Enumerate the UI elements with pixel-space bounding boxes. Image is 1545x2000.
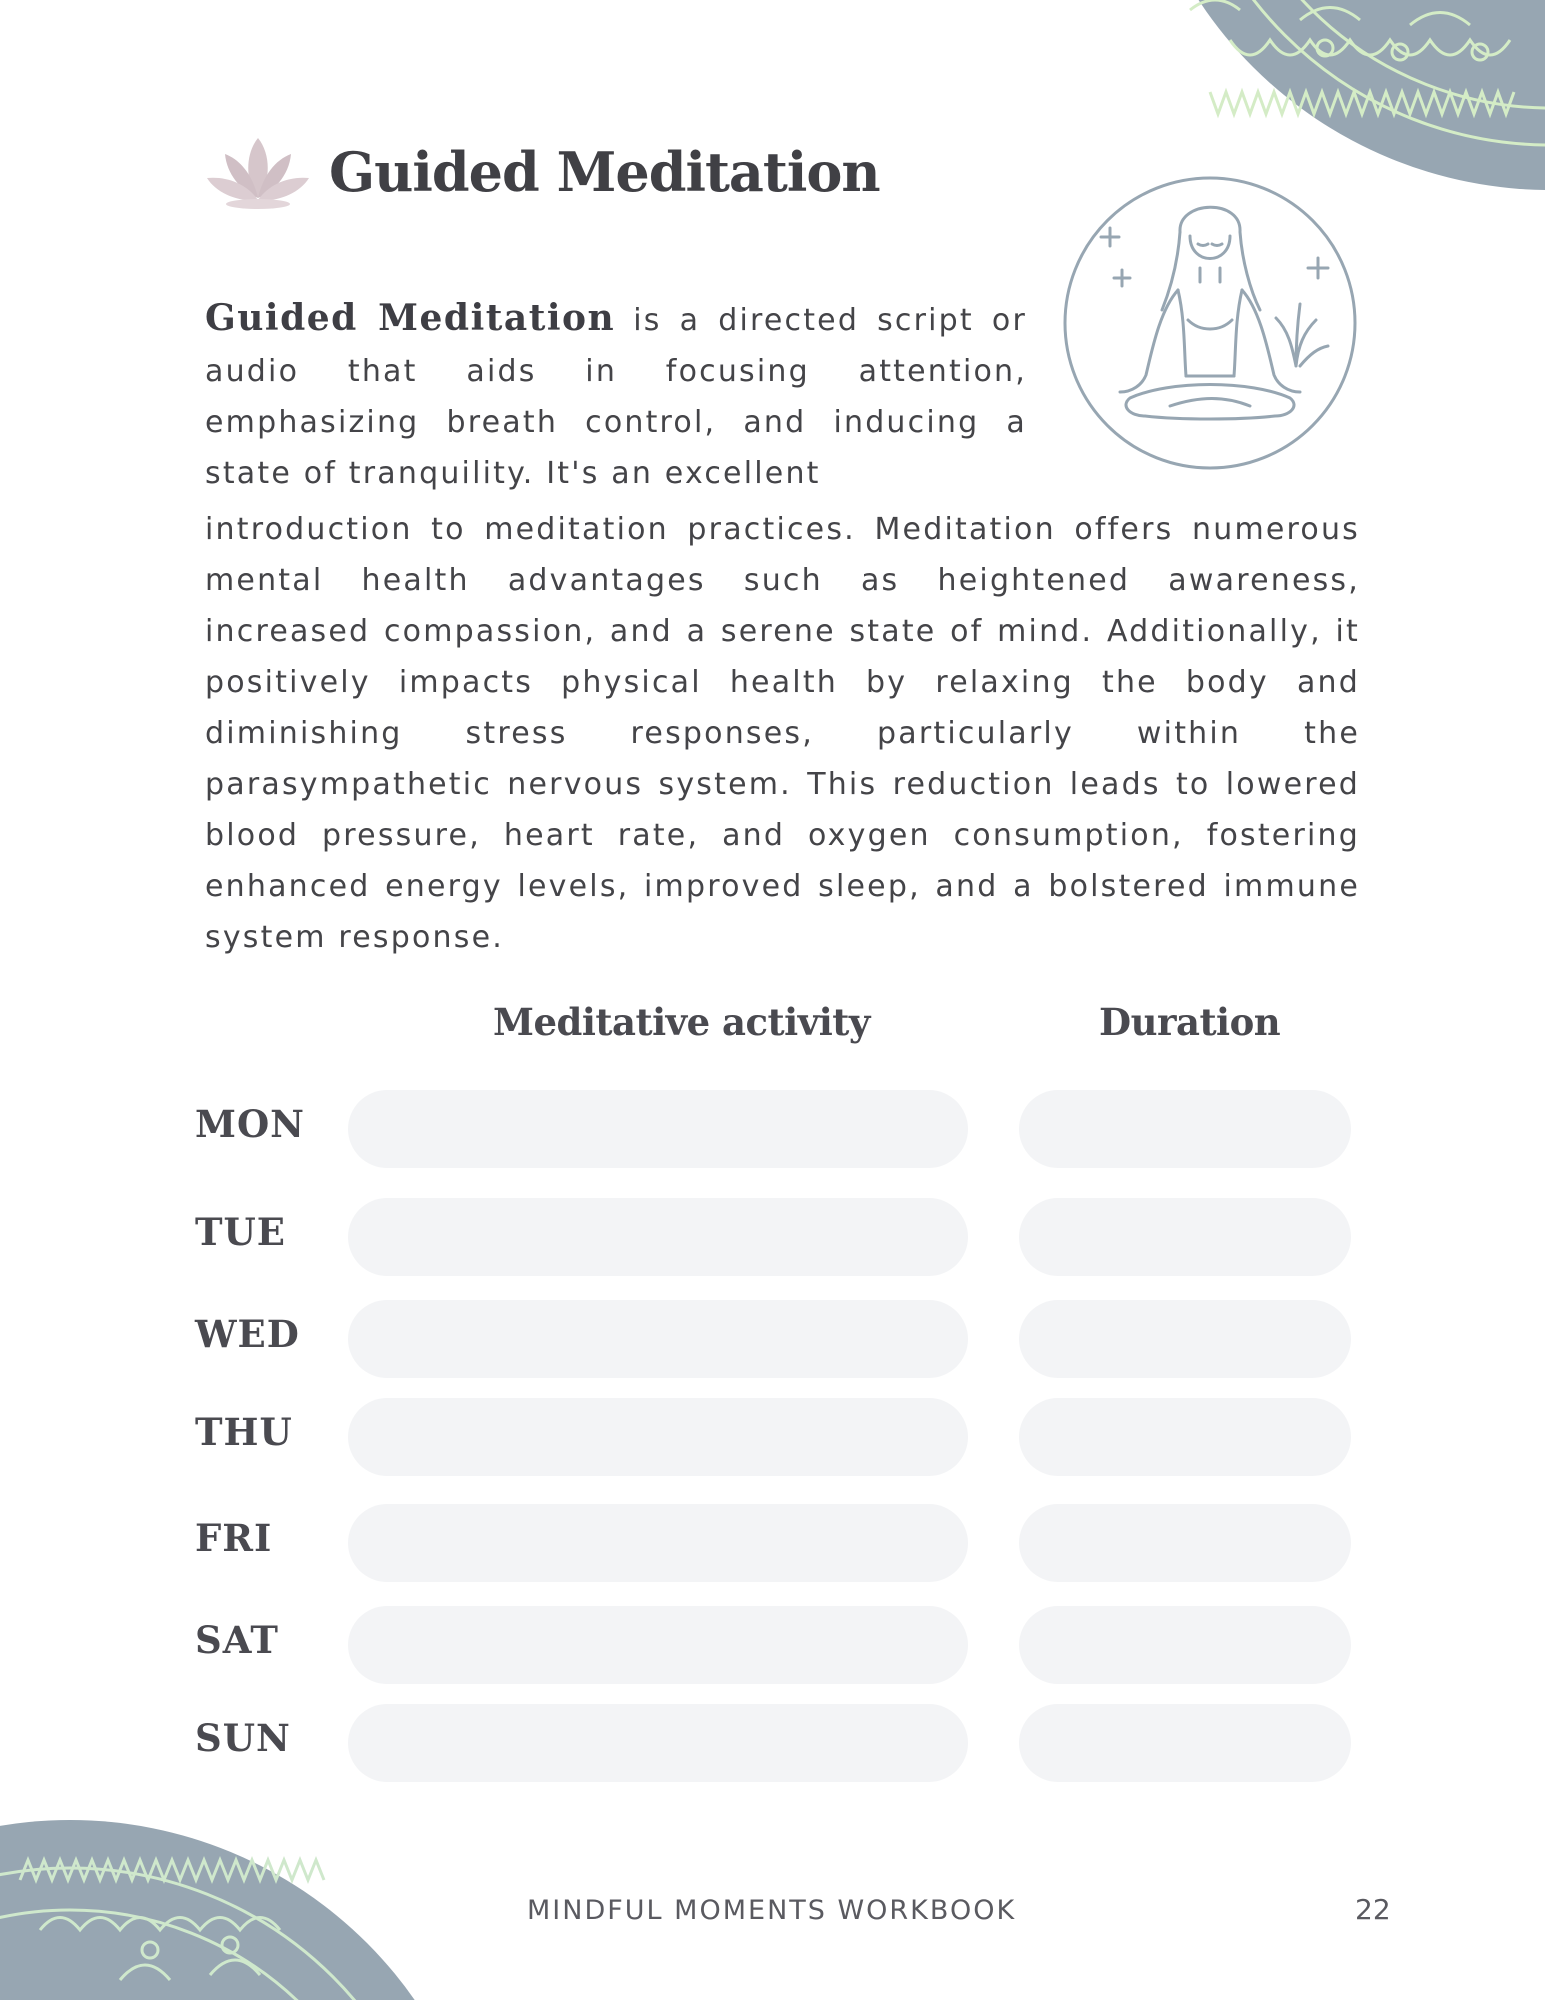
tracker-row-thu xyxy=(195,1398,1355,1478)
tracker-row-fri xyxy=(195,1504,1355,1584)
day-label-thu: THU xyxy=(195,1410,293,1454)
tracker-row-sat xyxy=(195,1606,1355,1686)
day-label-tue: TUE xyxy=(195,1210,287,1254)
tracker-row-mon xyxy=(195,1090,1355,1170)
day-label-sun: SUN xyxy=(195,1716,291,1760)
page-number: 22 xyxy=(1355,1893,1391,1926)
column-header-activity: Meditative activity xyxy=(493,1000,870,1044)
day-label-fri: FRI xyxy=(195,1516,273,1560)
intro-paragraph xyxy=(205,293,1027,499)
column-header-duration: Duration xyxy=(1099,1000,1281,1044)
duration-field-thu[interactable] xyxy=(1019,1398,1351,1476)
tracker-row-wed xyxy=(195,1300,1355,1380)
tracker-row-tue xyxy=(195,1198,1355,1278)
activity-field-sun[interactable] xyxy=(348,1704,968,1782)
duration-field-wed[interactable] xyxy=(1019,1300,1351,1378)
intro-term: Guided Meditation xyxy=(205,297,616,339)
activity-field-tue[interactable] xyxy=(348,1198,968,1276)
activity-field-thu[interactable] xyxy=(348,1398,968,1476)
title-row xyxy=(205,122,880,222)
activity-field-wed[interactable] xyxy=(348,1300,968,1378)
meditating-woman-illustration xyxy=(1060,170,1360,476)
activity-field-mon[interactable] xyxy=(348,1090,968,1168)
duration-field-fri[interactable] xyxy=(1019,1504,1351,1582)
footer-workbook-title: MINDFUL MOMENTS WORKBOOK xyxy=(527,1895,1017,1926)
page-title: Guided Meditation xyxy=(329,140,880,204)
activity-field-sat[interactable] xyxy=(348,1606,968,1684)
duration-field-sun[interactable] xyxy=(1019,1704,1351,1782)
body-paragraph: introduction to meditation practices. Meditation offers numerous mental health advantages such as heightened awareness, increased compassion, and a serene state of mind. Additionally, it positively impacts physical health by relaxing the body and diminishing stress responses, particularly within the parasympathetic nervous system. This reduction leads to lowered blood pressure, heart rate, and oxygen consumption, fostering enhanced energy levels, improved sleep, and a bolstered immune system response. xyxy=(205,512,1360,955)
day-label-wed: WED xyxy=(195,1312,300,1356)
day-label-sat: SAT xyxy=(195,1618,279,1662)
duration-field-mon[interactable] xyxy=(1019,1090,1351,1168)
mandala-decoration-bottom-left xyxy=(0,1810,500,2000)
duration-field-tue[interactable] xyxy=(1019,1198,1351,1276)
lotus-icon xyxy=(205,132,311,212)
tracker-row-sun xyxy=(195,1704,1355,1784)
duration-field-sat[interactable] xyxy=(1019,1606,1351,1684)
activity-field-fri[interactable] xyxy=(348,1504,968,1582)
intro-text: is a directed script or audio that aids in focusing attention, emphasizing breath control, and inducing a state of tranquility. It's an excellent xyxy=(205,303,1027,491)
day-label-mon: MON xyxy=(195,1102,306,1146)
